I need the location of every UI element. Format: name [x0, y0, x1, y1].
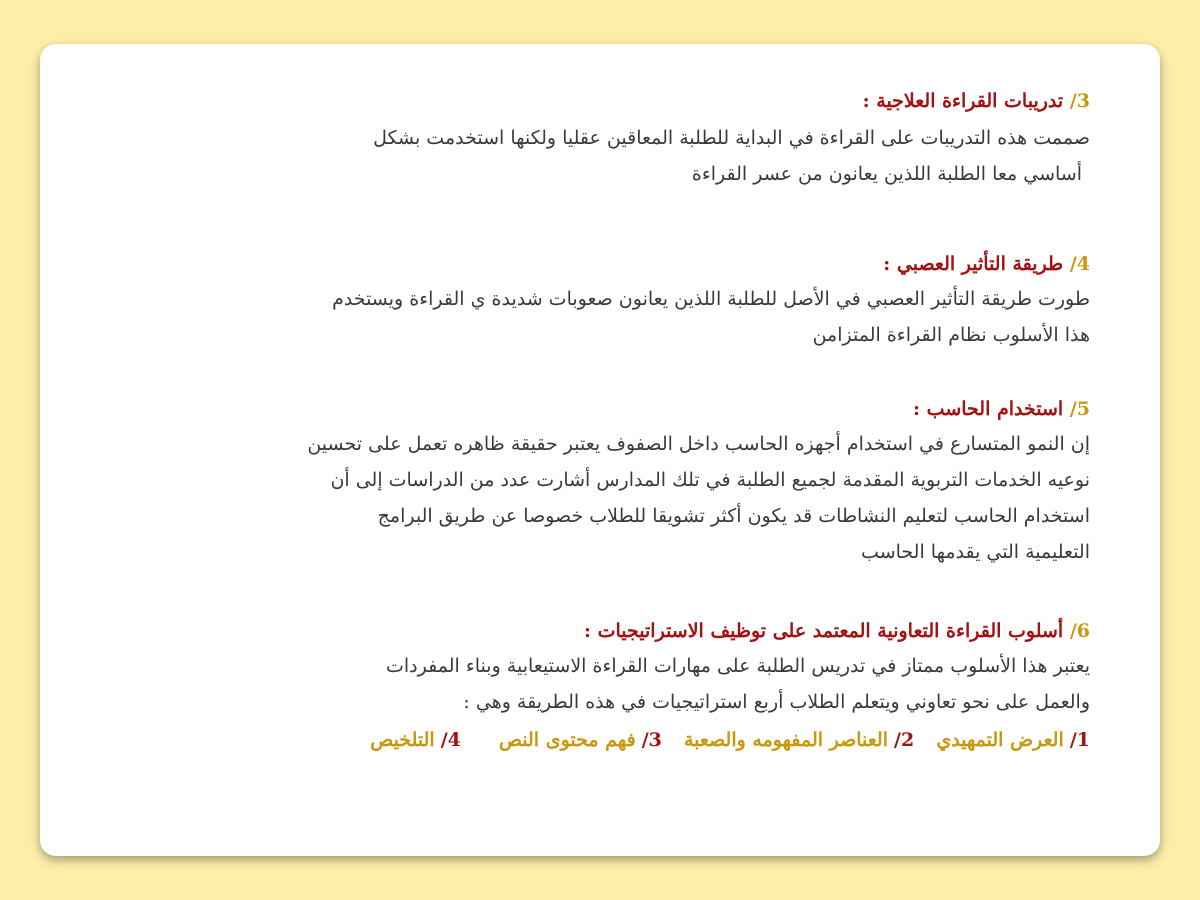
section-5-title: استخدام الحاسب :	[913, 398, 1064, 420]
section-4-line-1: طورت طريقة التأثير العصبي في الأصل للطلبة اللذين يعانون صعوبات شديدة ي القراءة ويستخدم	[332, 288, 1090, 310]
section-5-heading	[913, 398, 1090, 420]
strategy-3-number: 3/	[641, 729, 662, 751]
strategy-4-number: 4/	[440, 729, 461, 751]
section-3-number: 3/	[1069, 90, 1090, 112]
section-4-line-2: هذا الأسلوب نظام القراءة المتزامن	[812, 324, 1090, 346]
section-5-line-3: استخدام الحاسب لتعليم النشاطات قد يكون أكثر تشويقا للطلاب خصوصا عن طريق البرامج	[377, 505, 1090, 527]
section-4-title: طريقة التأثير العصبي :	[883, 253, 1064, 275]
strategy-2-number: 2/	[894, 729, 915, 751]
section-5-number: 5/	[1069, 398, 1090, 420]
strategy-1-number: 1/	[1069, 729, 1090, 751]
section-6-title: أسلوب القراءة التعاونية المعتمد على توظيف الاستراتيجيات :	[583, 620, 1064, 642]
strategy-3-label: فهم محتوى النص	[499, 729, 636, 751]
section-4-heading	[883, 253, 1090, 275]
section-3-heading	[863, 90, 1090, 112]
section-3-title: تدريبات القراءة العلاجية :	[862, 90, 1064, 112]
section-3-line-1: صممت هذه التدريبات على القراءة في البداية للطلبة المعاقين عقليا ولكنها استخدمت بشكل	[373, 127, 1090, 149]
section-3-line-2: أساسي معا الطلبة اللذين يعانون من عسر القراءة	[691, 163, 1082, 185]
strategies-list	[370, 729, 1090, 751]
strategy-1-label: العرض التمهيدي	[936, 729, 1064, 751]
strategy-2-label: العناصر المفهومه والصعبة	[683, 729, 888, 751]
section-5-line-1: إن النمو المتسارع في استخدام أجهزه الحاسب داخل الصفوف يعتبر حقيقة ظاهره تعمل على تحسين	[307, 433, 1090, 455]
section-4-number: 4/	[1069, 253, 1090, 275]
section-6-line-1: يعتبر هذا الأسلوب ممتاز في تدريس الطلبة على مهارات القراءة الاستيعابية وبناء المفردات	[386, 655, 1090, 677]
section-6-number: 6/	[1069, 620, 1090, 642]
section-5-line-4: التعليمية التي يقدمها الحاسب	[861, 541, 1090, 563]
strategy-4-label: التلخيص	[370, 729, 435, 751]
section-5-line-2: نوعيه الخدمات التربوية المقدمة لجميع الطلبة في تلك المدارس أشارت عدد من الدراسات إلى أن	[330, 469, 1090, 491]
section-6-line-2: والعمل على نحو تعاوني ويتعلم الطلاب أربع استراتيجيات في هذه الطريقة وهي :	[463, 691, 1090, 713]
section-6-heading	[584, 620, 1090, 642]
